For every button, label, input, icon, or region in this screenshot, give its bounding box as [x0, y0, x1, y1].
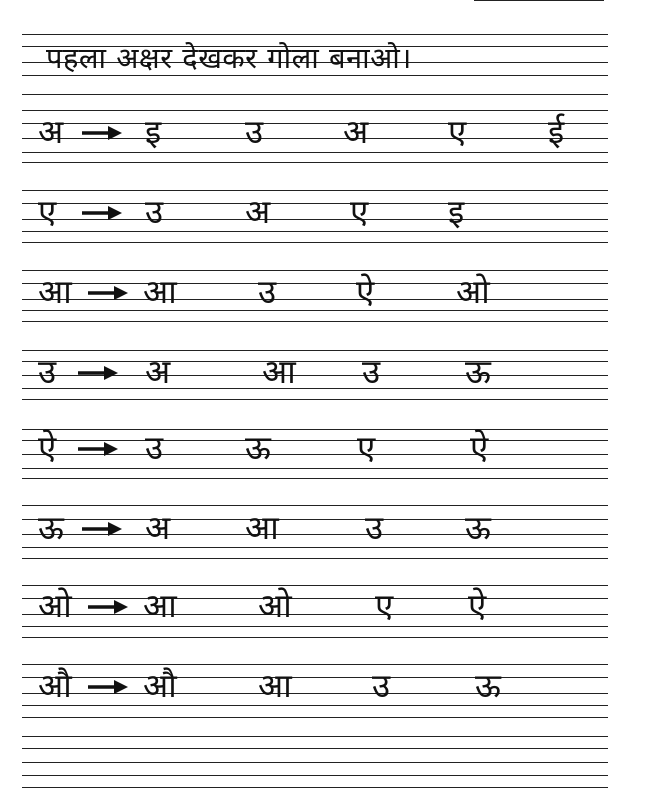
choice-letter[interactable]: औ: [143, 666, 177, 705]
ruled-line: [22, 547, 608, 548]
ruled-line: [22, 162, 608, 163]
ruled-line: [22, 34, 608, 35]
ruled-line: [22, 94, 608, 95]
choice-letter[interactable]: आ: [245, 508, 279, 547]
target-letter: ए: [38, 192, 57, 231]
choice-letter[interactable]: इ: [448, 192, 465, 231]
choice-letter[interactable]: ऐ: [356, 272, 375, 311]
choice-letter[interactable]: ऊ: [465, 352, 491, 391]
choice-letter[interactable]: उ: [372, 666, 391, 705]
target-letter: ओ: [38, 586, 72, 625]
target-letter: औ: [38, 666, 72, 705]
choice-letter[interactable]: इ: [145, 112, 162, 151]
target-letter: अ: [38, 112, 64, 151]
ruled-line: [22, 705, 608, 706]
ruled-line: [22, 361, 608, 362]
ruled-line: [22, 242, 608, 243]
ruled-line: [22, 505, 608, 506]
ruled-line: [22, 717, 608, 718]
ruled-line: [22, 558, 608, 559]
arrow-right-icon: [88, 597, 128, 617]
ruled-line: [22, 787, 608, 788]
ruled-line: [22, 775, 608, 776]
target-letter: उ: [38, 352, 57, 391]
choice-letter[interactable]: ओ: [258, 586, 292, 625]
choice-letter[interactable]: आ: [143, 586, 177, 625]
ruled-line: [22, 388, 608, 389]
choice-letter[interactable]: ए: [448, 112, 467, 151]
arrow-right-icon: [88, 283, 128, 303]
arrow-right-icon: [78, 439, 118, 459]
choice-letter[interactable]: ओ: [456, 272, 490, 311]
name-blank-line: [474, 0, 604, 1]
ruled-line: [22, 478, 608, 479]
ruled-line: [22, 664, 608, 665]
worksheet-title: पहला अक्षर देखकर गोला बनाओ।: [46, 41, 412, 75]
arrow-right-icon: [78, 363, 118, 383]
choice-letter[interactable]: ई: [548, 112, 565, 151]
ruled-line: [22, 321, 608, 322]
choice-letter[interactable]: ऊ: [245, 428, 271, 467]
choice-letter[interactable]: ए: [357, 428, 376, 467]
ruled-line: [22, 429, 608, 430]
choice-letter[interactable]: आ: [258, 666, 292, 705]
choice-letter[interactable]: आ: [143, 272, 177, 311]
choice-letter[interactable]: अ: [145, 508, 171, 547]
target-letter: ऐ: [38, 428, 57, 467]
choice-letter[interactable]: उ: [365, 508, 384, 547]
choice-letter[interactable]: उ: [145, 428, 164, 467]
choice-letter[interactable]: आ: [262, 352, 296, 391]
ruled-line: [22, 748, 608, 749]
ruled-line: [22, 585, 608, 586]
ruled-line: [22, 310, 608, 311]
arrow-right-icon: [82, 203, 122, 223]
arrow-right-icon: [82, 123, 122, 143]
choice-letter[interactable]: ऊ: [465, 508, 491, 547]
ruled-line: [22, 637, 608, 638]
choice-letter[interactable]: अ: [343, 112, 369, 151]
choice-letter[interactable]: ए: [375, 586, 394, 625]
target-letter: आ: [38, 272, 72, 311]
ruled-line: [22, 110, 608, 111]
choice-letter[interactable]: ऐ: [470, 428, 489, 467]
choice-letter[interactable]: उ: [245, 112, 264, 151]
ruled-line: [22, 190, 608, 191]
ruled-line: [22, 152, 608, 153]
ruled-line: [22, 270, 608, 271]
arrow-right-icon: [82, 519, 122, 539]
ruled-line: [22, 231, 608, 232]
ruled-line: [22, 626, 608, 627]
ruled-line: [22, 736, 608, 737]
choice-letter[interactable]: उ: [362, 352, 381, 391]
choice-letter[interactable]: अ: [145, 352, 171, 391]
ruled-line: [22, 350, 608, 351]
choice-letter[interactable]: ऊ: [475, 666, 501, 705]
arrow-right-icon: [88, 677, 128, 697]
choice-letter[interactable]: उ: [258, 272, 277, 311]
ruled-line: [22, 468, 608, 469]
choice-letter[interactable]: अ: [245, 192, 271, 231]
choice-letter[interactable]: ए: [350, 192, 369, 231]
target-letter: ऊ: [38, 508, 64, 547]
ruled-line: [22, 762, 608, 763]
choice-letter[interactable]: उ: [145, 192, 164, 231]
ruled-line: [22, 399, 608, 400]
choice-letter[interactable]: ऐ: [468, 586, 487, 625]
